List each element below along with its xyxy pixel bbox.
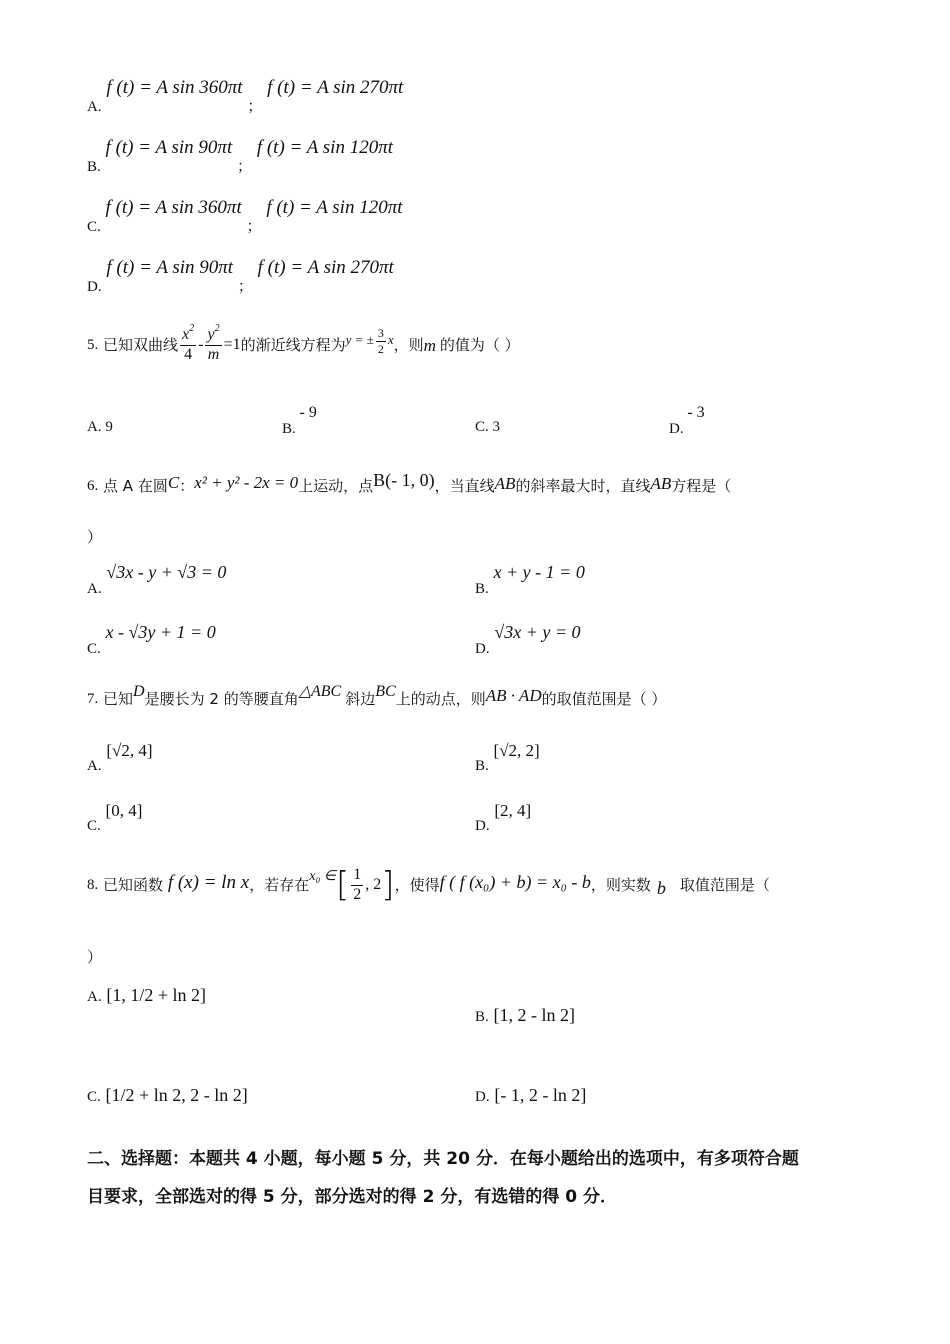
q5-option-c: C. 3 xyxy=(475,419,501,435)
q4-option-b: B. f (t) = A sin 90πt ； f (t) = A sin 120πt xyxy=(87,137,393,175)
formula: f (t) = A sin 120πt xyxy=(256,137,393,158)
q6-option-a: A. √3x - y + √3 = 0 xyxy=(87,562,227,597)
q8-stem: 8. 已知函数 f (x) = ln x ，若存在 x₀ ∈ [ $\frac{1}{2}$ , 2 ] ，使得 f ( f (x₀) + b) = x₀ - b ，则实数 b 取值范围是（ xyxy=(87,865,770,905)
q5-option-b: B. - 9 xyxy=(282,404,317,437)
fraction: $\frac{x^2}{4}$ xyxy=(182,322,195,363)
section-heading-line1: 二、选择题：本题共 4 小题，每小题 5 分，共 20 分．在每小题给出的选项中，有多项符合题 xyxy=(87,1149,799,1169)
q6-stem: 6. 点 A 在圆 C ： x² + y² - 2x = 0 上运动，点 B(- 1, 0) ，当直线 AB 的斜率最大时，直线 AB 方程是（ xyxy=(87,470,732,495)
q5-stem: 5. 已知双曲线 $\frac{x^2}{4}$ - $\frac{y^2}{m}$ =1 的渐近线方程为 y = ± $\frac{3}{2}$ x ，则 m 的值为（ ） xyxy=(87,322,520,363)
formula: f (t) = A sin 360πt xyxy=(106,77,243,98)
q8-option-a: A. [1, 1/2 + ln 2] xyxy=(87,985,207,1005)
q8-option-d: D. [- 1, 2 - ln 2] xyxy=(475,1085,587,1105)
formula: f (t) = A sin 270πt xyxy=(257,257,394,278)
q6-option-c: C. x - √3y + 1 = 0 xyxy=(87,622,216,657)
q4-option-c: C. f (t) = A sin 360πt ； f (t) = A sin 120πt xyxy=(87,197,403,235)
q7-option-b: B. [√2, 2] xyxy=(475,741,540,774)
q7-option-c: C. [0, 4] xyxy=(87,801,143,834)
fraction: $\frac{1}{2}$ xyxy=(353,865,362,903)
q6-option-d: D. √3x + y = 0 xyxy=(475,622,581,657)
q8-stem-close: ） xyxy=(87,948,103,966)
fraction: $\frac{3}{2}$ xyxy=(377,325,384,356)
formula: f (t) = A sin 270πt xyxy=(267,77,404,98)
q5-option-d: D. - 3 xyxy=(669,404,705,437)
q8-option-c: C. [1/2 + ln 2, 2 - ln 2] xyxy=(87,1085,248,1105)
formula: f (t) = A sin 90πt xyxy=(106,257,234,278)
q4-option-a: A. f (t) = A sin 360πt ； f (t) = A sin 270πt xyxy=(87,77,404,115)
q7-option-a: A. [√2, 4] xyxy=(87,741,153,774)
q8-option-b: B. [1, 2 - ln 2] xyxy=(475,1005,576,1025)
q6-stem-close: ） xyxy=(87,528,103,546)
q7-option-d: D. [2, 4] xyxy=(475,801,532,834)
fraction: $\frac{y^2}{m}$ xyxy=(207,322,220,363)
q4-option-d: D. f (t) = A sin 90πt ； f (t) = A sin 270πt xyxy=(87,257,394,295)
section-heading-line2: 目要求，全部选对的得 5 分，部分选对的得 2 分，有选错的得 0 分． xyxy=(87,1187,617,1207)
q6-option-b: B. x + y - 1 = 0 xyxy=(475,562,585,597)
q7-stem: 7. 已知 D 是腰长为 2 的等腰直角 △ABC 斜边 BC 上的动点，则 AB · AD 的取值范围是（ ） xyxy=(87,683,667,708)
formula: f (t) = A sin 90πt xyxy=(105,137,233,158)
q5-option-a: A. 9 xyxy=(87,419,113,435)
formula: f (t) = A sin 120πt xyxy=(266,197,403,218)
formula: f (t) = A sin 360πt xyxy=(105,197,242,218)
